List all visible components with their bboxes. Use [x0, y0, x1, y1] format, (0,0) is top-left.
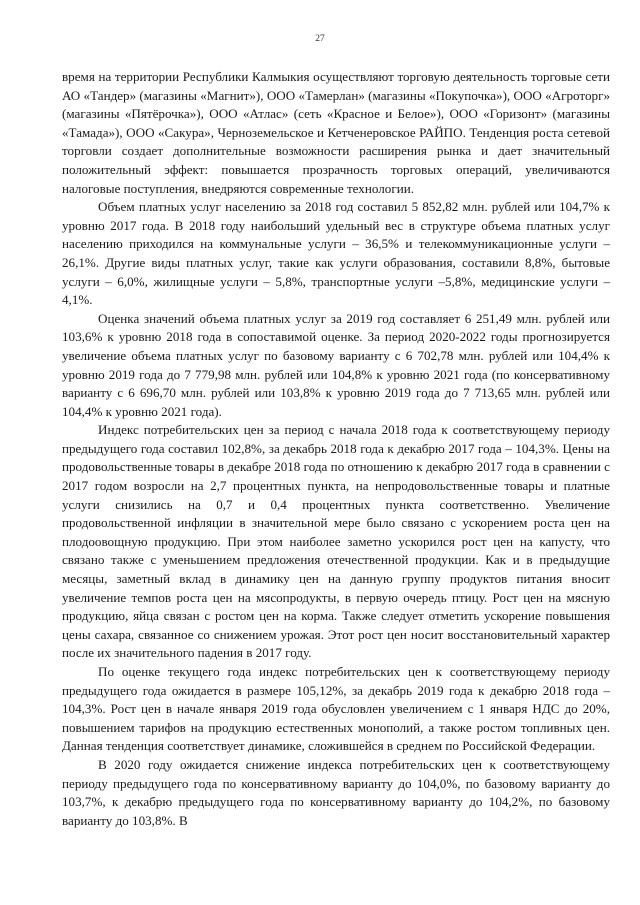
paragraph-cpi-current-year: По оценке текущего года индекс потребительских цен к соответствующему периоду предыдущего года ожидается в размере 105,12%, за декабрь 2019 года к декабрю 2018 года – 104,3%. Рост цен в начале января 2019 года обусловлен увеличением с 1 января НДС до 20%, повышением тарифов на продукцию естественных монополий, а также ростом топливных цен. Данная тенденция соответствует динамике, сложившейся в среднем по Российской Федерации.	[62, 664, 610, 754]
paragraph-paid-services-2018: Объем платных услуг населению за 2018 год составил 5 852,82 млн. рублей или 104,7% к уровню 2017 года. В 2018 году наибольший удельный вес в структуре объема платных услуг населению приходился на коммунальные услуги – 36,5% и телекоммуникационные услуги – 26,1%. Другие виды платных услуг, такие как услуги образования, составили 8,8%, бытовые услуги – 6,0%, жилищные услуги – 5,8%, транспортные услуги –5,8%, медицинские услуги – 4,1%.	[62, 199, 610, 308]
paragraph-cpi-2020: В 2020 году ожидается снижение индекса потребительских цен к соответствующему периоду предыдущего года по консервативному варианту до 104,0%, по базовому варианту до 103,7%, к декабрю предыдущего года по консервативному варианту до 104,2%, по базовому варианту до 103,8%. В	[62, 756, 610, 828]
paragraph-trade-networks: время на территории Республики Калмыкия осуществляют торговую деятельность торговые сети АО «Тандер» (магазины «Магнит»), ООО «Тамерлан» (магазины «Покупочка»), ООО «Агроторг» (магазины «Пятёрочка»), ООО «Атлас» (сеть «Красное и Белое»), ООО «Горизонт» (магазины «Тамада»), ООО «Сакура», Черноземельское и Кетченеровское РАЙПО. Тенденция роста сетевой торговли создает дополнительные возможности расширения рынка и дает значительный положительный эффект: повышается прозрачность торговых операций, увеличиваются налоговые поступления, внедряются современные технологии.	[62, 69, 610, 196]
page-number: 27	[315, 34, 325, 44]
paragraph-paid-services-forecast: Оценка значений объема платных услуг за 2019 год составляет 6 251,49 млн. рублей или 103,6% к уровню 2018 года в сопоставимой оценке. За период 2020-2022 годы прогнозируется увеличение объема платных услуг по базовому варианту с 6 702,78 млн. рублей или 104,4% к уровню 2019 года до 7 779,98 млн. рублей или 104,8% к уровню 2021 года (по консервативному варианту с 6 696,70 млн. рублей или 103,8% к уровню 2019 года до 7 713,65 млн. рублей или 104,4% к уровню 2021 года).	[62, 310, 610, 419]
document-body	[62, 68, 610, 830]
paragraph-consumer-price-index: Индекс потребительских цен за период с начала 2018 года к соответствующему периоду предыдущего года составил 102,8%, за декабрь 2018 года к декабрю 2017 года – 104,3%. Цены на продовольственные товары в декабре 2018 года по отношению к декабрю 2017 года в сравнении с 2017 годом возросли на 2,7 процентных пункта, на непродовольственные товары и платные услуги снизились на 0,7 и 0,4 процентных пункта соответственно. Увеличение продовольственной инфляции в значительной мере было связано с ускорением роста цен на плодоовощную продукцию. При этом наиболее заметно ускорился рост цен на капусту, что связано также с уменьшением предложения отечественной продукции. Как и в предыдущие месяцы, заметный вклад в динамику цен на данную группу продуктов питания вносит увеличение темпов роста цен на мясопродукты, в первую очередь птицу. Рост цен на мясную продукцию, яйца связан с ростом цен на корма. Также следует отметить ускорение повышения цены сахара, связанное со снижением урожая. Этот рост цен носит восстановительный характер после их значительного падения в 2017 году.	[62, 422, 610, 661]
